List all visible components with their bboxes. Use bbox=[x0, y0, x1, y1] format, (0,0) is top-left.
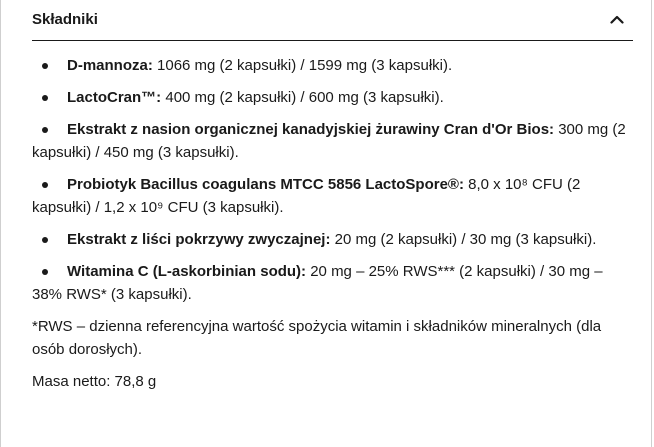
ingredient-name: Ekstrakt z liści pokrzywy zwyczajnej: bbox=[67, 231, 331, 248]
ingredients-list bbox=[32, 54, 626, 306]
ingredient-name: Probiotyk Bacillus coagulans MTCC 5856 LactoSpore®: bbox=[67, 176, 464, 193]
ingredient-name: Ekstrakt z nasion organicznej kanadyjskiej żurawiny Cran d'Or Bios: bbox=[67, 121, 555, 138]
ingredient-name: D-mannoza: bbox=[67, 57, 153, 74]
list-item bbox=[32, 228, 626, 251]
accordion-content bbox=[32, 54, 626, 393]
list-item bbox=[32, 86, 626, 109]
ingredient-name: LactoCran™: bbox=[67, 89, 162, 106]
list-item bbox=[32, 118, 626, 164]
ingredient-value: 8,0 x 10⁸ CFU (2 kapsułki) / 1,2 x 10⁹ CFU (3 kapsułki). bbox=[32, 176, 581, 216]
net-weight: Masa netto: 78,8 g bbox=[32, 373, 157, 390]
list-item bbox=[32, 173, 626, 219]
ingredient-value: 300 mg (2 kapsułki) / 450 mg (3 kapsułki). bbox=[32, 121, 626, 161]
accordion-title: Składniki bbox=[32, 10, 98, 28]
ingredient-name: Witamina C (L-askorbinian sodu): bbox=[67, 263, 307, 280]
list-item bbox=[32, 260, 626, 306]
ingredient-value: 20 mg (2 kapsułki) / 30 mg (3 kapsułki). bbox=[330, 231, 597, 248]
ingredient-value: 1066 mg (2 kapsułki) / 1599 mg (3 kapsułki). bbox=[152, 57, 453, 74]
ingredient-value: 20 mg – 25% RWS*** (2 kapsułki) / 30 mg – 38% RWS* (3 kapsułki). bbox=[32, 263, 603, 303]
rws-footnote: *RWS – dzienna referencyjna wartość spożycia witamin i składników mineralnych (dla osób dorosłych). bbox=[32, 318, 602, 358]
ingredient-value: 400 mg (2 kapsułki) / 600 mg (3 kapsułki). bbox=[161, 89, 444, 106]
list-item bbox=[32, 54, 626, 77]
ingredients-accordion-header[interactable] bbox=[32, 0, 633, 41]
chevron-up-icon[interactable] bbox=[609, 11, 625, 27]
